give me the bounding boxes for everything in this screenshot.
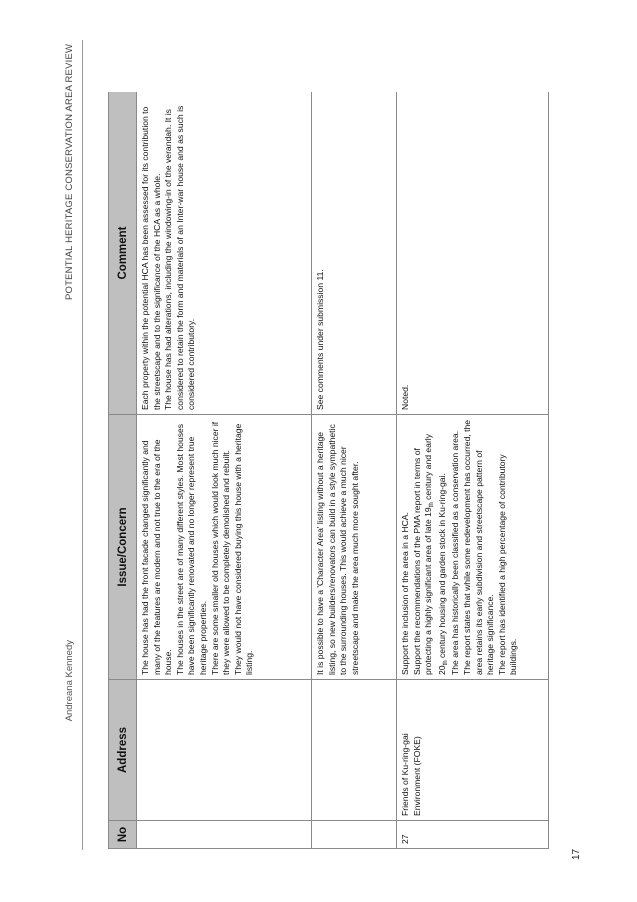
cell-issue	[137, 415, 312, 680]
issue-paragraph: The report states that while some redevelopment has occurred, the area retains its early subdivision and streetscape pattern of heritage significance.	[461, 419, 496, 675]
column-header-no: No	[109, 821, 137, 849]
document-title: POTENTIAL HERITAGE CONSERVATION AREA REVIEW	[64, 43, 75, 300]
table-row	[137, 92, 312, 849]
issue-paragraph	[412, 419, 451, 675]
page-number	[571, 846, 583, 862]
author-name: Andreana Kennedy	[64, 640, 75, 722]
comment-paragraph: Noted.	[400, 384, 410, 410]
issue-paragraph: They would not have considered buying this house with a heritage listing.	[232, 423, 255, 675]
issue-text: century housing and garden stock in Ku-ring-gai.	[436, 473, 447, 661]
issue-paragraph: It is possible to have a 'Character Area' listing without a heritage listing, so new builders/renovators can build in a style sympathetic to the surrounding houses. This would achieve a much nicer streetscape and make the area much more sought after.	[315, 424, 360, 675]
running-header-author	[64, 640, 78, 800]
issue-text: century and early 20	[423, 433, 447, 675]
submissions-table	[108, 92, 549, 849]
ordinal-suffix: th	[429, 502, 436, 508]
comment-paragraph: Each property within the potential HCA has been assessed for its contribution to the streetscape and to the significance of the HCA as a whole.	[140, 106, 162, 410]
table-header-row	[109, 92, 137, 849]
issue-paragraph: Support the inclusion of the area in a HCA.	[400, 512, 410, 675]
cell-no: 27	[397, 821, 549, 849]
column-header-address: Address	[109, 680, 137, 821]
cell-address: Friends of Ku-ring-gai Environment (FOKE)	[397, 680, 549, 821]
ordinal-suffix: th	[442, 660, 449, 666]
issue-paragraph: The house has had the front facade changed significantly and many of the features are modern and not true to the era of the house.	[140, 439, 174, 675]
cell-no	[137, 821, 312, 849]
cell-no	[312, 821, 397, 849]
cell-comment	[397, 92, 549, 415]
cell-comment	[137, 92, 312, 415]
cell-comment	[312, 92, 397, 415]
column-header-comment: Comment	[109, 92, 137, 415]
table-row	[312, 92, 397, 849]
page-number-text: 17	[571, 848, 582, 860]
running-header-title	[64, 40, 78, 300]
table-row	[397, 92, 549, 849]
header-rule	[82, 40, 83, 850]
comment-paragraph: The house has had alterations, including the windowing-in of the verandah. It is considered to retain the form and materials of an Inter-war house and as such is considered contributory.	[163, 105, 197, 410]
cell-issue	[397, 415, 549, 680]
cell-address	[137, 680, 312, 821]
comment-paragraph: See comments under submission 11.	[315, 269, 325, 410]
issue-paragraph: There are some smaller old houses which would look much nicer if they were allowed to be completely demolished and rebuilt.	[209, 421, 232, 675]
issue-paragraph: The report has identified a high percentage of contributory buildings.	[496, 454, 519, 675]
issue-paragraph: The area has historically been classified as a conservation area.	[450, 430, 461, 675]
submissions-table-container	[108, 92, 570, 849]
column-header-issue: Issue/Concern	[109, 415, 137, 680]
cell-issue	[312, 415, 397, 680]
issue-text: Support the recommendations of the PMA report in terms of protecting a highly significant area of late 19	[411, 448, 434, 675]
cell-address	[312, 680, 397, 821]
issue-paragraph: The houses in the street are of many different styles. Most houses have been significantly renovated and no longer represent true heritage properties.	[174, 423, 208, 675]
